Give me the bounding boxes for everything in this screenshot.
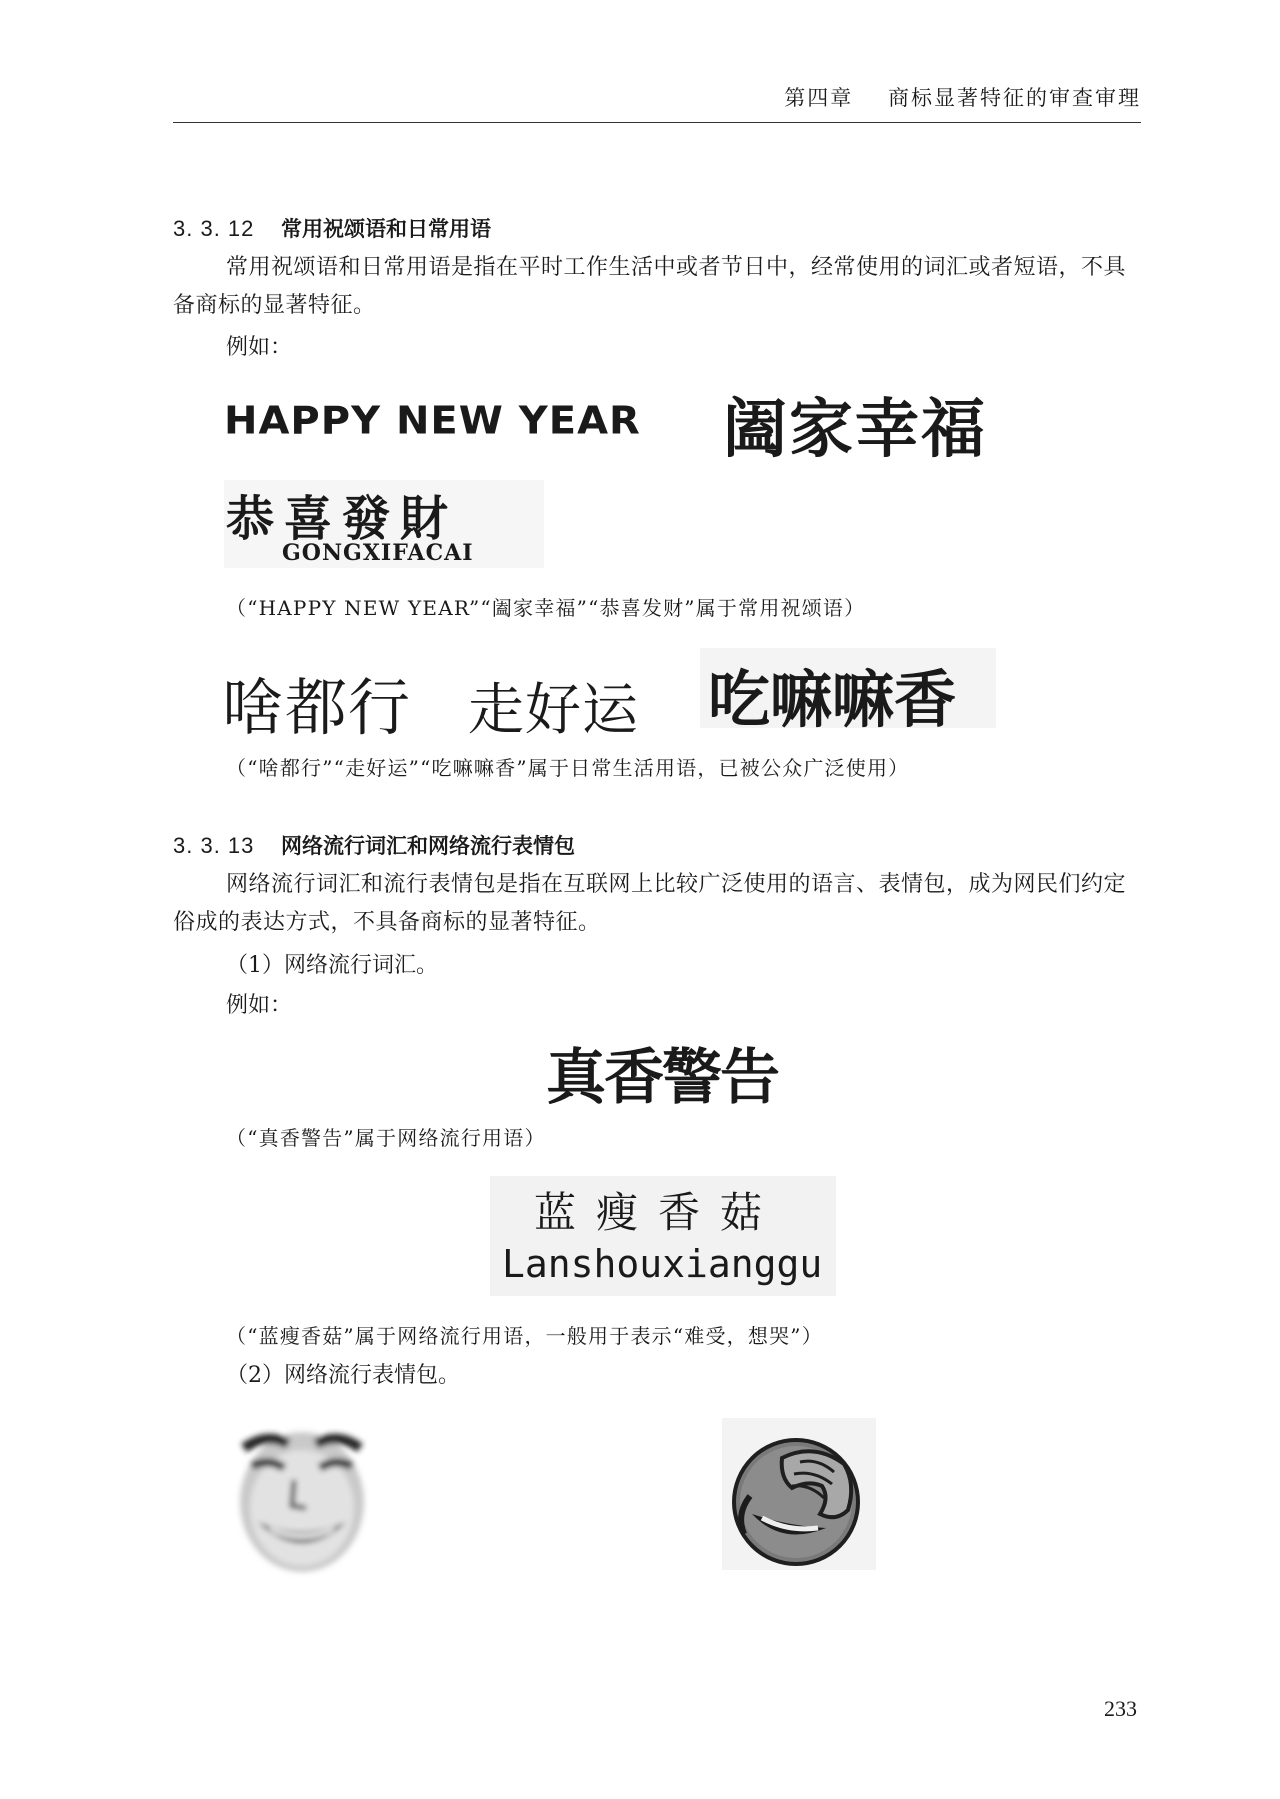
trademark-happy-new-year: HAPPY NEW YEAR (224, 399, 641, 443)
trademark-gongxi-facai: 恭喜發財 (226, 491, 459, 547)
trademark-zouhaoyun: 走好运 (468, 678, 639, 743)
chapter-title: 第四章 商标显著特征的审查审理 (784, 86, 1141, 110)
trademark-hejia-xingfu: 阖家幸福 (723, 393, 987, 467)
running-header (173, 82, 1141, 123)
facepalm-laughing-emoji-icon (722, 1418, 876, 1570)
section-number: 3. 3. 12 (173, 216, 255, 241)
page-number: 233 (1104, 1696, 1137, 1721)
trademark-lanshou-pinyin: Lanshouxianggu (502, 1242, 823, 1286)
section-title: 网络流行词汇和网络流行表情包 (281, 834, 575, 858)
example-label: 例如： (226, 993, 293, 1018)
caption-lanshou: （“蓝瘦香菇”属于网络流行用语，一般用于表示“难受，想哭”） (226, 1324, 823, 1348)
trademark-gongxi-pinyin: GONGXIFACAI (282, 540, 474, 566)
section-heading-3-3-13 (173, 830, 575, 860)
caption-blessings: （“HAPPY NEW YEAR”“阖家幸福”“恭喜发财”属于常用祝颂语） (226, 596, 866, 620)
trademark-shaduxing: 啥都行 (222, 671, 412, 744)
section-heading-3-3-12 (173, 213, 491, 243)
section-number: 3. 3. 13 (173, 833, 255, 858)
section-title: 常用祝颂语和日常用语 (281, 217, 491, 241)
section-body: 常用祝颂语和日常用语是指在平时工作生活中或者节日中，经常使用的词汇或者短语，不具备商标的显著特征。 (173, 255, 1127, 318)
list-item-emoji: （2）网络流行表情包。 (226, 1363, 460, 1388)
section-body: 网络流行词汇和流行表情包是指在互联网上比较广泛使用的语言、表情包，成为网民们约定俗成的表达方式，不具备商标的显著特征。 (173, 872, 1127, 935)
trademark-zhenxiang-jinggao: 真香警告 (546, 1043, 778, 1113)
trademark-lanshou-xianggu: 蓝瘦香菇 (534, 1188, 783, 1237)
caption-daily-phrases: （“啥都行”“走好运”“吃嘛嘛香”属于日常生活用语，已被公众广泛使用） (226, 756, 910, 780)
caption-zhenxiang: （“真香警告”属于网络流行用语） (226, 1126, 546, 1150)
list-item-internet-words: （1）网络流行词汇。 (226, 953, 438, 978)
trademark-chimamaxiang: 吃嘛嘛香 (708, 663, 957, 736)
example-label: 例如： (226, 335, 293, 360)
grinning-face-photo-icon (222, 1418, 382, 1578)
